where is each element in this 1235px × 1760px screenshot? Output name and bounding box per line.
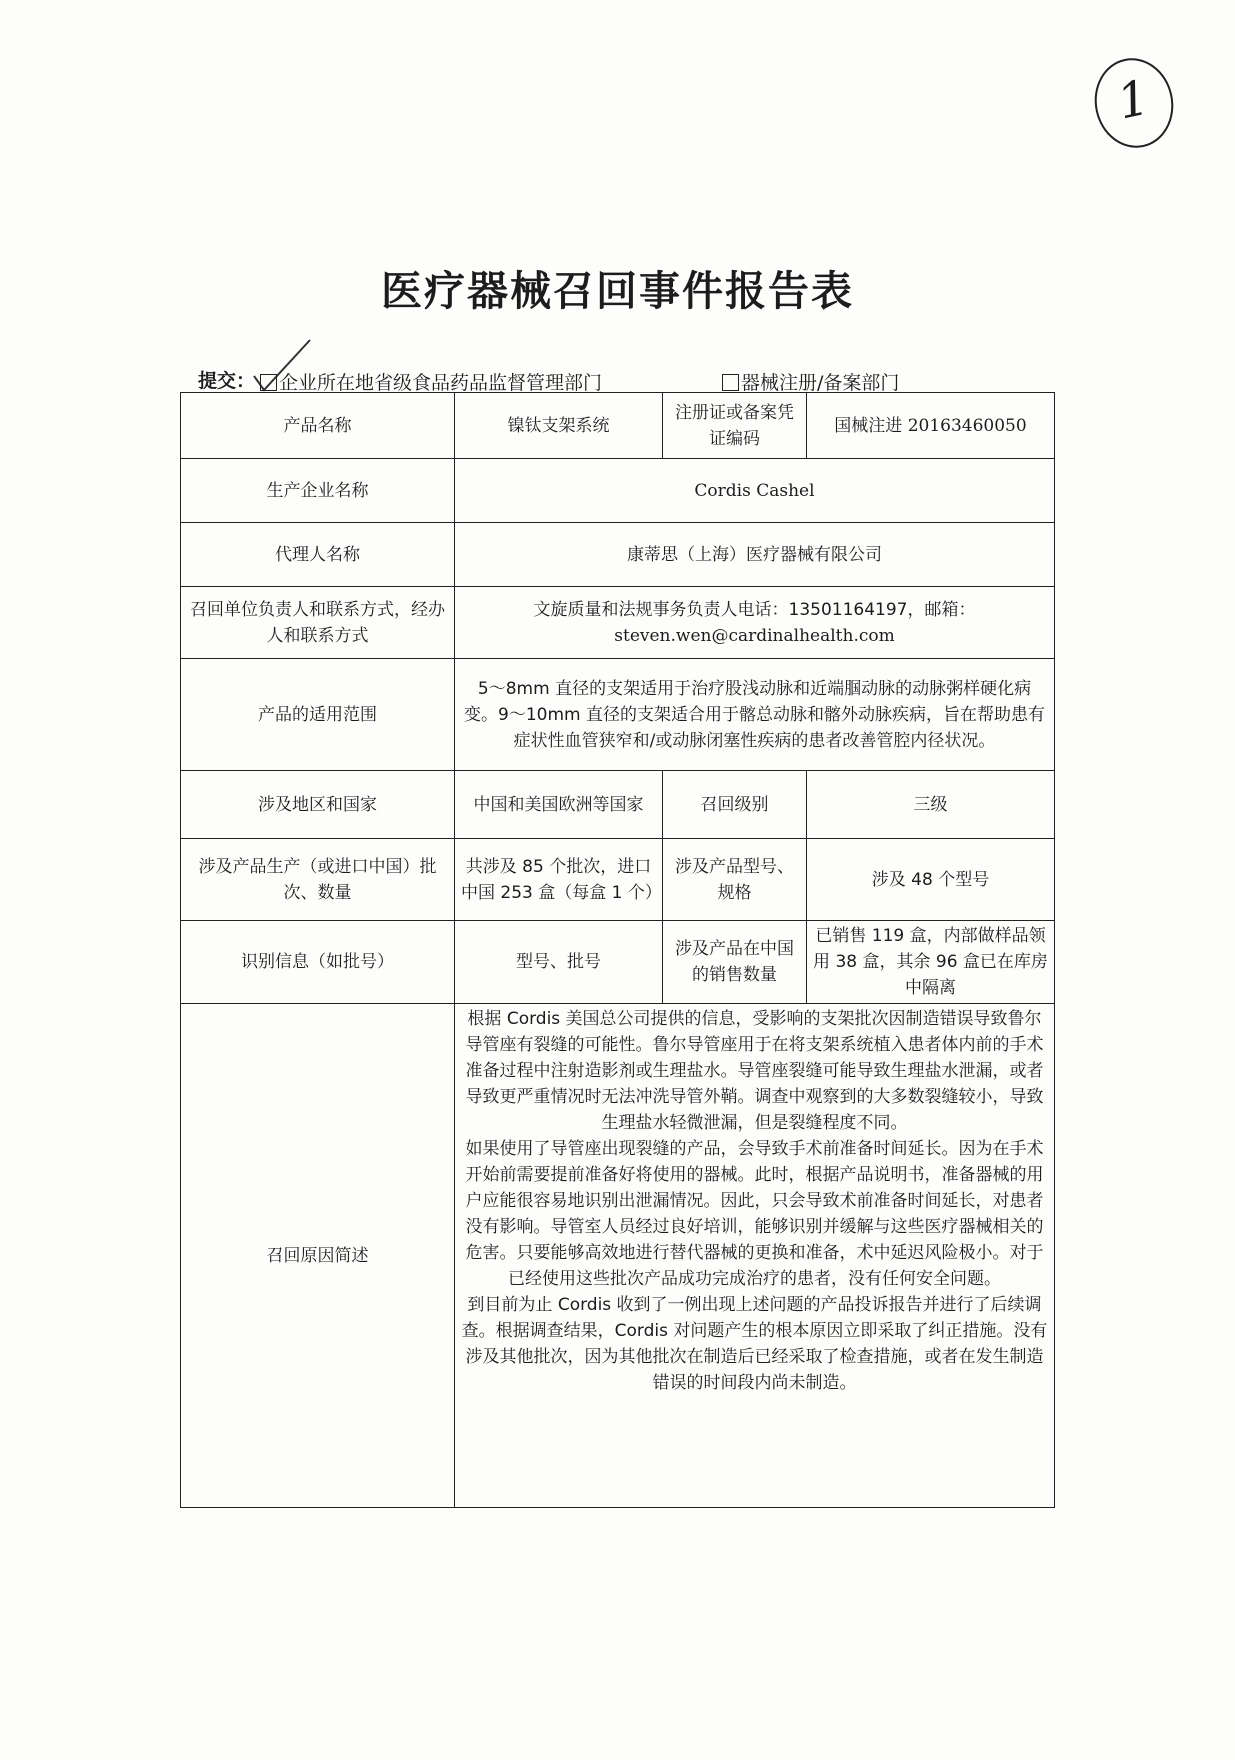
- region-label: 涉及地区和国家: [181, 771, 455, 839]
- submit-label: 提交：: [198, 370, 256, 392]
- manufacturer-label: 生产企业名称: [181, 459, 455, 523]
- page-number: 1: [1112, 69, 1155, 131]
- table-row: [181, 459, 1055, 523]
- contact-email: steven.wen@cardinalhealth.com: [614, 625, 895, 646]
- product-name-value: 镍钛支架系统: [455, 393, 663, 459]
- page-number-mark: [1086, 51, 1181, 155]
- batch-label: 涉及产品生产（或进口中国）批次、数量: [181, 839, 455, 921]
- submit-option-provincial-text: 企业所在地省级食品药品监督管理部门: [279, 372, 603, 394]
- product-name-label: 产品名称: [181, 393, 455, 459]
- table-row: [181, 839, 1055, 921]
- sales-value: 已销售 119 盒，内部做样品领用 38 盒，其余 96 盒已在库房中隔离: [807, 921, 1055, 1004]
- model-label: 涉及产品型号、规格: [663, 839, 807, 921]
- manufacturer-value: Cordis Cashel: [455, 459, 1055, 523]
- reason-label: 召回原因简述: [181, 1004, 455, 1508]
- table-row: [181, 921, 1055, 1004]
- region-value: 中国和美国欧洲等国家: [455, 771, 663, 839]
- contact-phone: 文旋质量和法规事务负责人电话：13501164197，邮箱：: [533, 599, 976, 620]
- registration-label: 注册证或备案凭证编码: [663, 393, 807, 459]
- identification-label: 识别信息（如批号）: [181, 921, 455, 1004]
- scope-label: 产品的适用范围: [181, 659, 455, 771]
- reason-paragraph: 根据 Cordis 美国总公司提供的信息，受影响的支架批次因制造错误导致鲁尔导管座有裂缝的可能性。鲁尔导管座用于在将支架系统植入患者体内前的手术准备过程中注射造影剂或生理盐水。导管座裂缝可能导致生理盐水泄漏，或者导致更严重情况时无法冲洗导管外鞘。调查中观察到的大多数裂缝较小，导致生理盐水轻微泄漏，但是裂缝程度不同。: [465, 1009, 1044, 1133]
- recall-level-value: 三级: [807, 771, 1055, 839]
- recall-level-label: 召回级别: [663, 771, 807, 839]
- table-row: [181, 1004, 1055, 1508]
- scope-value: 5～8mm 直径的支架适用于治疗股浅动脉和近端腘动脉的动脉粥样硬化病变。9～10mm 直径的支架适合用于髂总动脉和髂外动脉疾病，旨在帮助患有症状性血管狭窄和/或动脉闭塞性疾病的患者改善管腔内径状况。: [455, 659, 1055, 771]
- agent-value: 康蒂思（上海）医疗器械有限公司: [455, 523, 1055, 587]
- table-row: [181, 523, 1055, 587]
- reason-paragraph: 到目前为止 Cordis 收到了一例出现上述问题的产品投诉报告并进行了后续调查。根据调查结果，Cordis 对问题产生的根本原因立即采取了纠正措施。没有涉及其他批次，因为其他批次在制造后已经采取了检查措施，或者在发生制造错误的时间段内尚未制造。: [461, 1295, 1048, 1393]
- checkbox-icon[interactable]: [722, 374, 739, 391]
- table-row: [181, 393, 1055, 459]
- contact-value: [455, 587, 1055, 659]
- sales-label: 涉及产品在中国的销售数量: [663, 921, 807, 1004]
- table-row: [181, 771, 1055, 839]
- registration-number: 国械注进 20163460050: [807, 393, 1055, 459]
- batch-value: 共涉及 85 个批次，进口中国 253 盒（每盒 1 个）: [455, 839, 663, 921]
- contact-label: 召回单位负责人和联系方式，经办人和联系方式: [181, 587, 455, 659]
- model-value: 涉及 48 个型号: [807, 839, 1055, 921]
- submit-option-provincial[interactable]: [260, 368, 602, 395]
- agent-label: 代理人名称: [181, 523, 455, 587]
- recall-report-table: [180, 392, 1055, 1508]
- form-title: 医疗器械召回事件报告表: [381, 267, 854, 315]
- reason-value: [455, 1004, 1055, 1508]
- identification-value: 型号、批号: [455, 921, 663, 1004]
- table-row: [181, 587, 1055, 659]
- submit-line: [198, 366, 1038, 394]
- table-row: [181, 659, 1055, 771]
- checkbox-icon[interactable]: [260, 374, 277, 391]
- submit-option-registration-text: 器械注册/备案部门: [741, 372, 900, 394]
- reason-paragraph: 如果使用了导管座出现裂缝的产品，会导致手术前准备时间延长。因为在手术开始前需要提前准备好将使用的器械。此时，根据产品说明书，准备器械的用户应能很容易地识别出泄漏情况。因此，只会导致术前准备时间延长，对患者没有影响。导管室人员经过良好培训，能够识别并缓解与这些医疗器械相关的危害。只要能够高效地进行替代器械的更换和准备，术中延迟风险极小。对于已经使用这些批次产品成功完成治疗的患者，没有任何安全问题。: [465, 1139, 1044, 1289]
- submit-option-registration[interactable]: [722, 368, 899, 395]
